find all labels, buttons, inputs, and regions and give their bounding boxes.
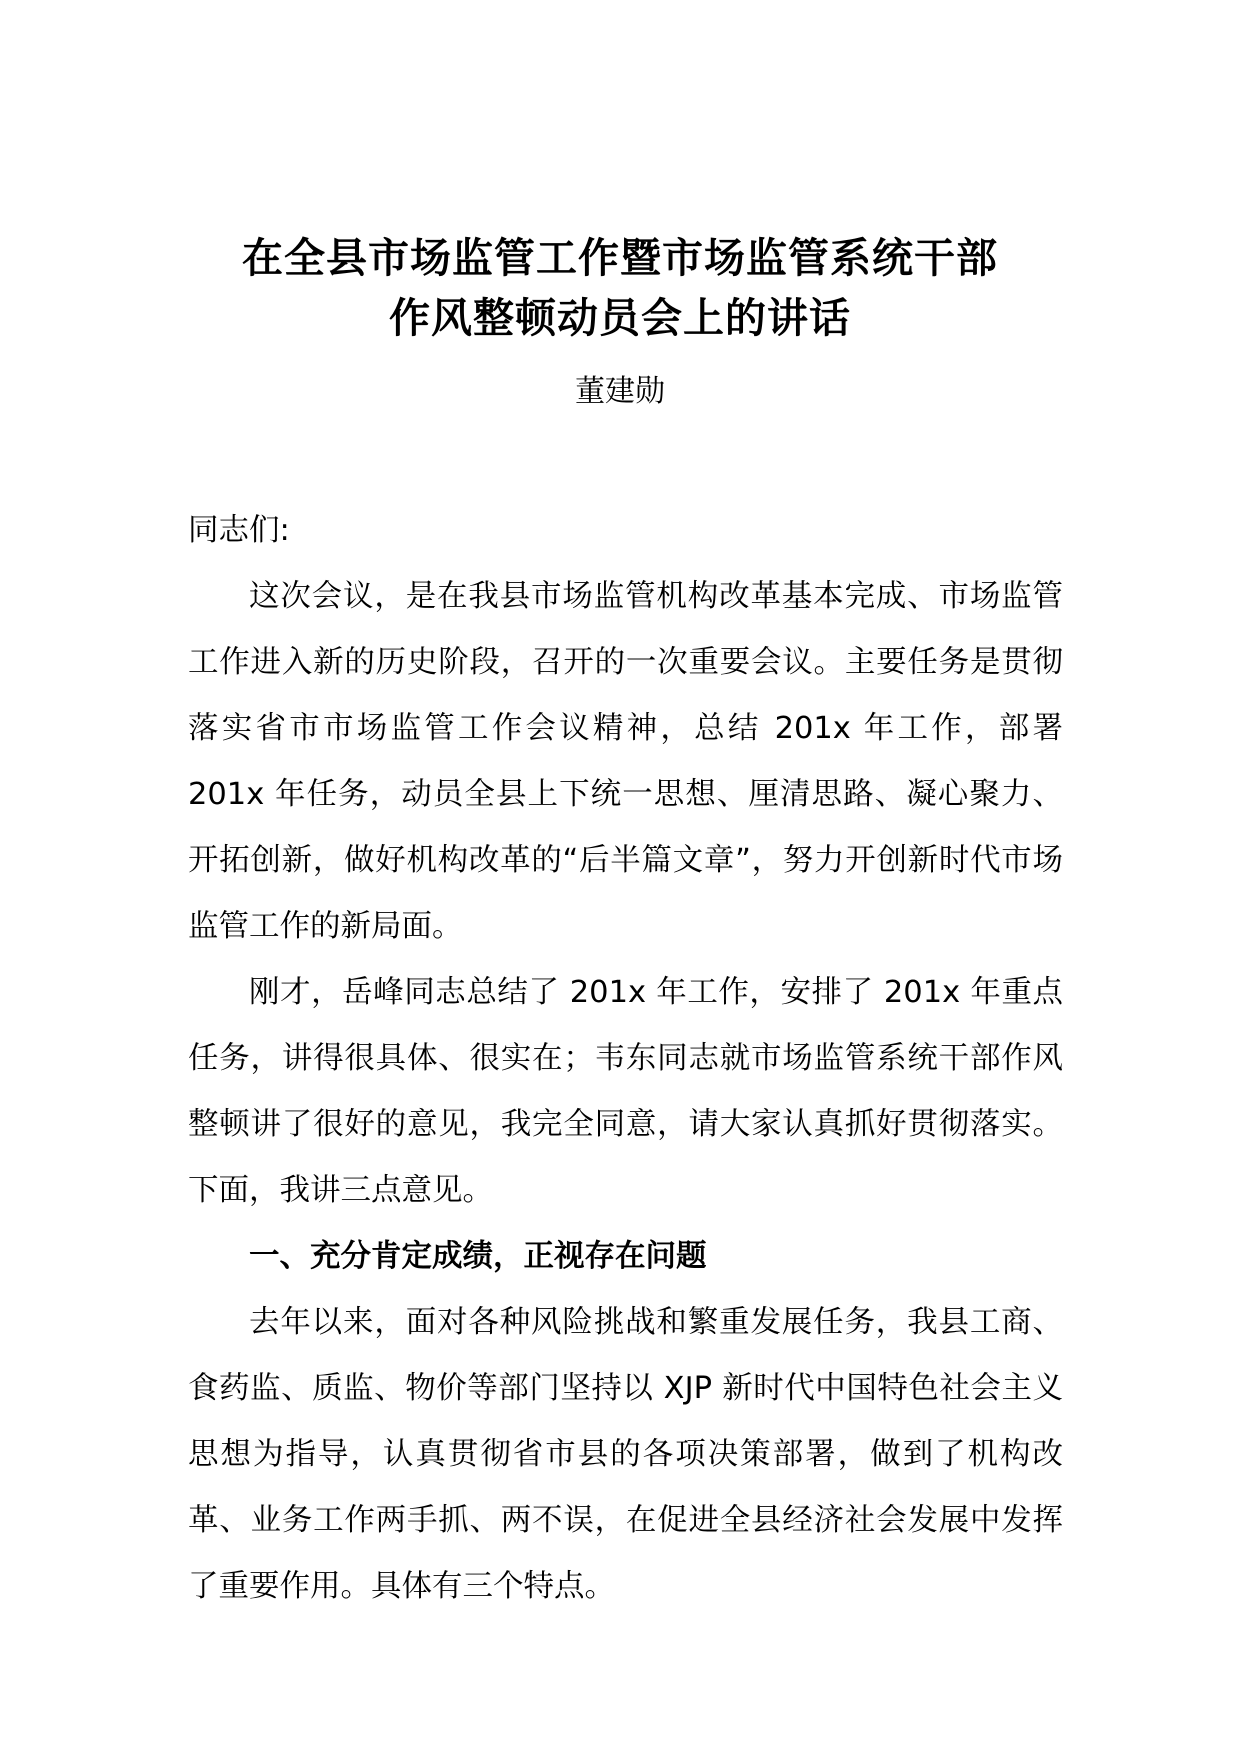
document-title — [150, 228, 1090, 348]
paragraph-2: 刚才，岳峰同志总结了 201x 年工作，安排了 201x 年重点任务，讲得很具体、很实在；韦东同志就市场监管系统干部作风整顿讲了很好的意见，我完全同意，请大家认真抓好贯彻落实。下面，我讲三点意见。 — [188, 975, 1063, 1208]
author-name: 董建勋 — [575, 374, 665, 409]
salutation: 同志们: — [188, 513, 290, 548]
section-heading: 一、充分肯定成绩，正视存在问题 — [249, 1239, 707, 1274]
section-paragraph: 去年以来，面对各种风险挑战和繁重发展任务，我县工商、食药监、质监、物价等部门坚持以 XJP 新时代中国特色社会主义思想为指导，认真贯彻省市县的各项决策部署，做到了机构改革、业务工作两手抓、两不误，在促进全县经济社会发展中发挥了重要作用。具体有三个特点。 — [188, 1305, 1063, 1604]
document-body — [188, 498, 1063, 1620]
paragraph-1: 这次会议，是在我县市场监管机构改革基本完成、市场监管工作进入新的历史阶段，召开的一次重要会议。主要任务是贯彻落实省市市场监管工作会议精神，总结 201x 年工作，部署 201x 年任务，动员全县上下统一思想、厘清思路、凝心聚力、开拓创新，做好机构改革的“后半篇文章”，努力开创新时代市场监管工作的新局面。 — [188, 579, 1063, 944]
title-line-2: 作风整顿动员会上的讲话 — [389, 294, 851, 342]
title-line-1: 在全县市场监管工作暨市场监管系统干部 — [242, 234, 998, 282]
